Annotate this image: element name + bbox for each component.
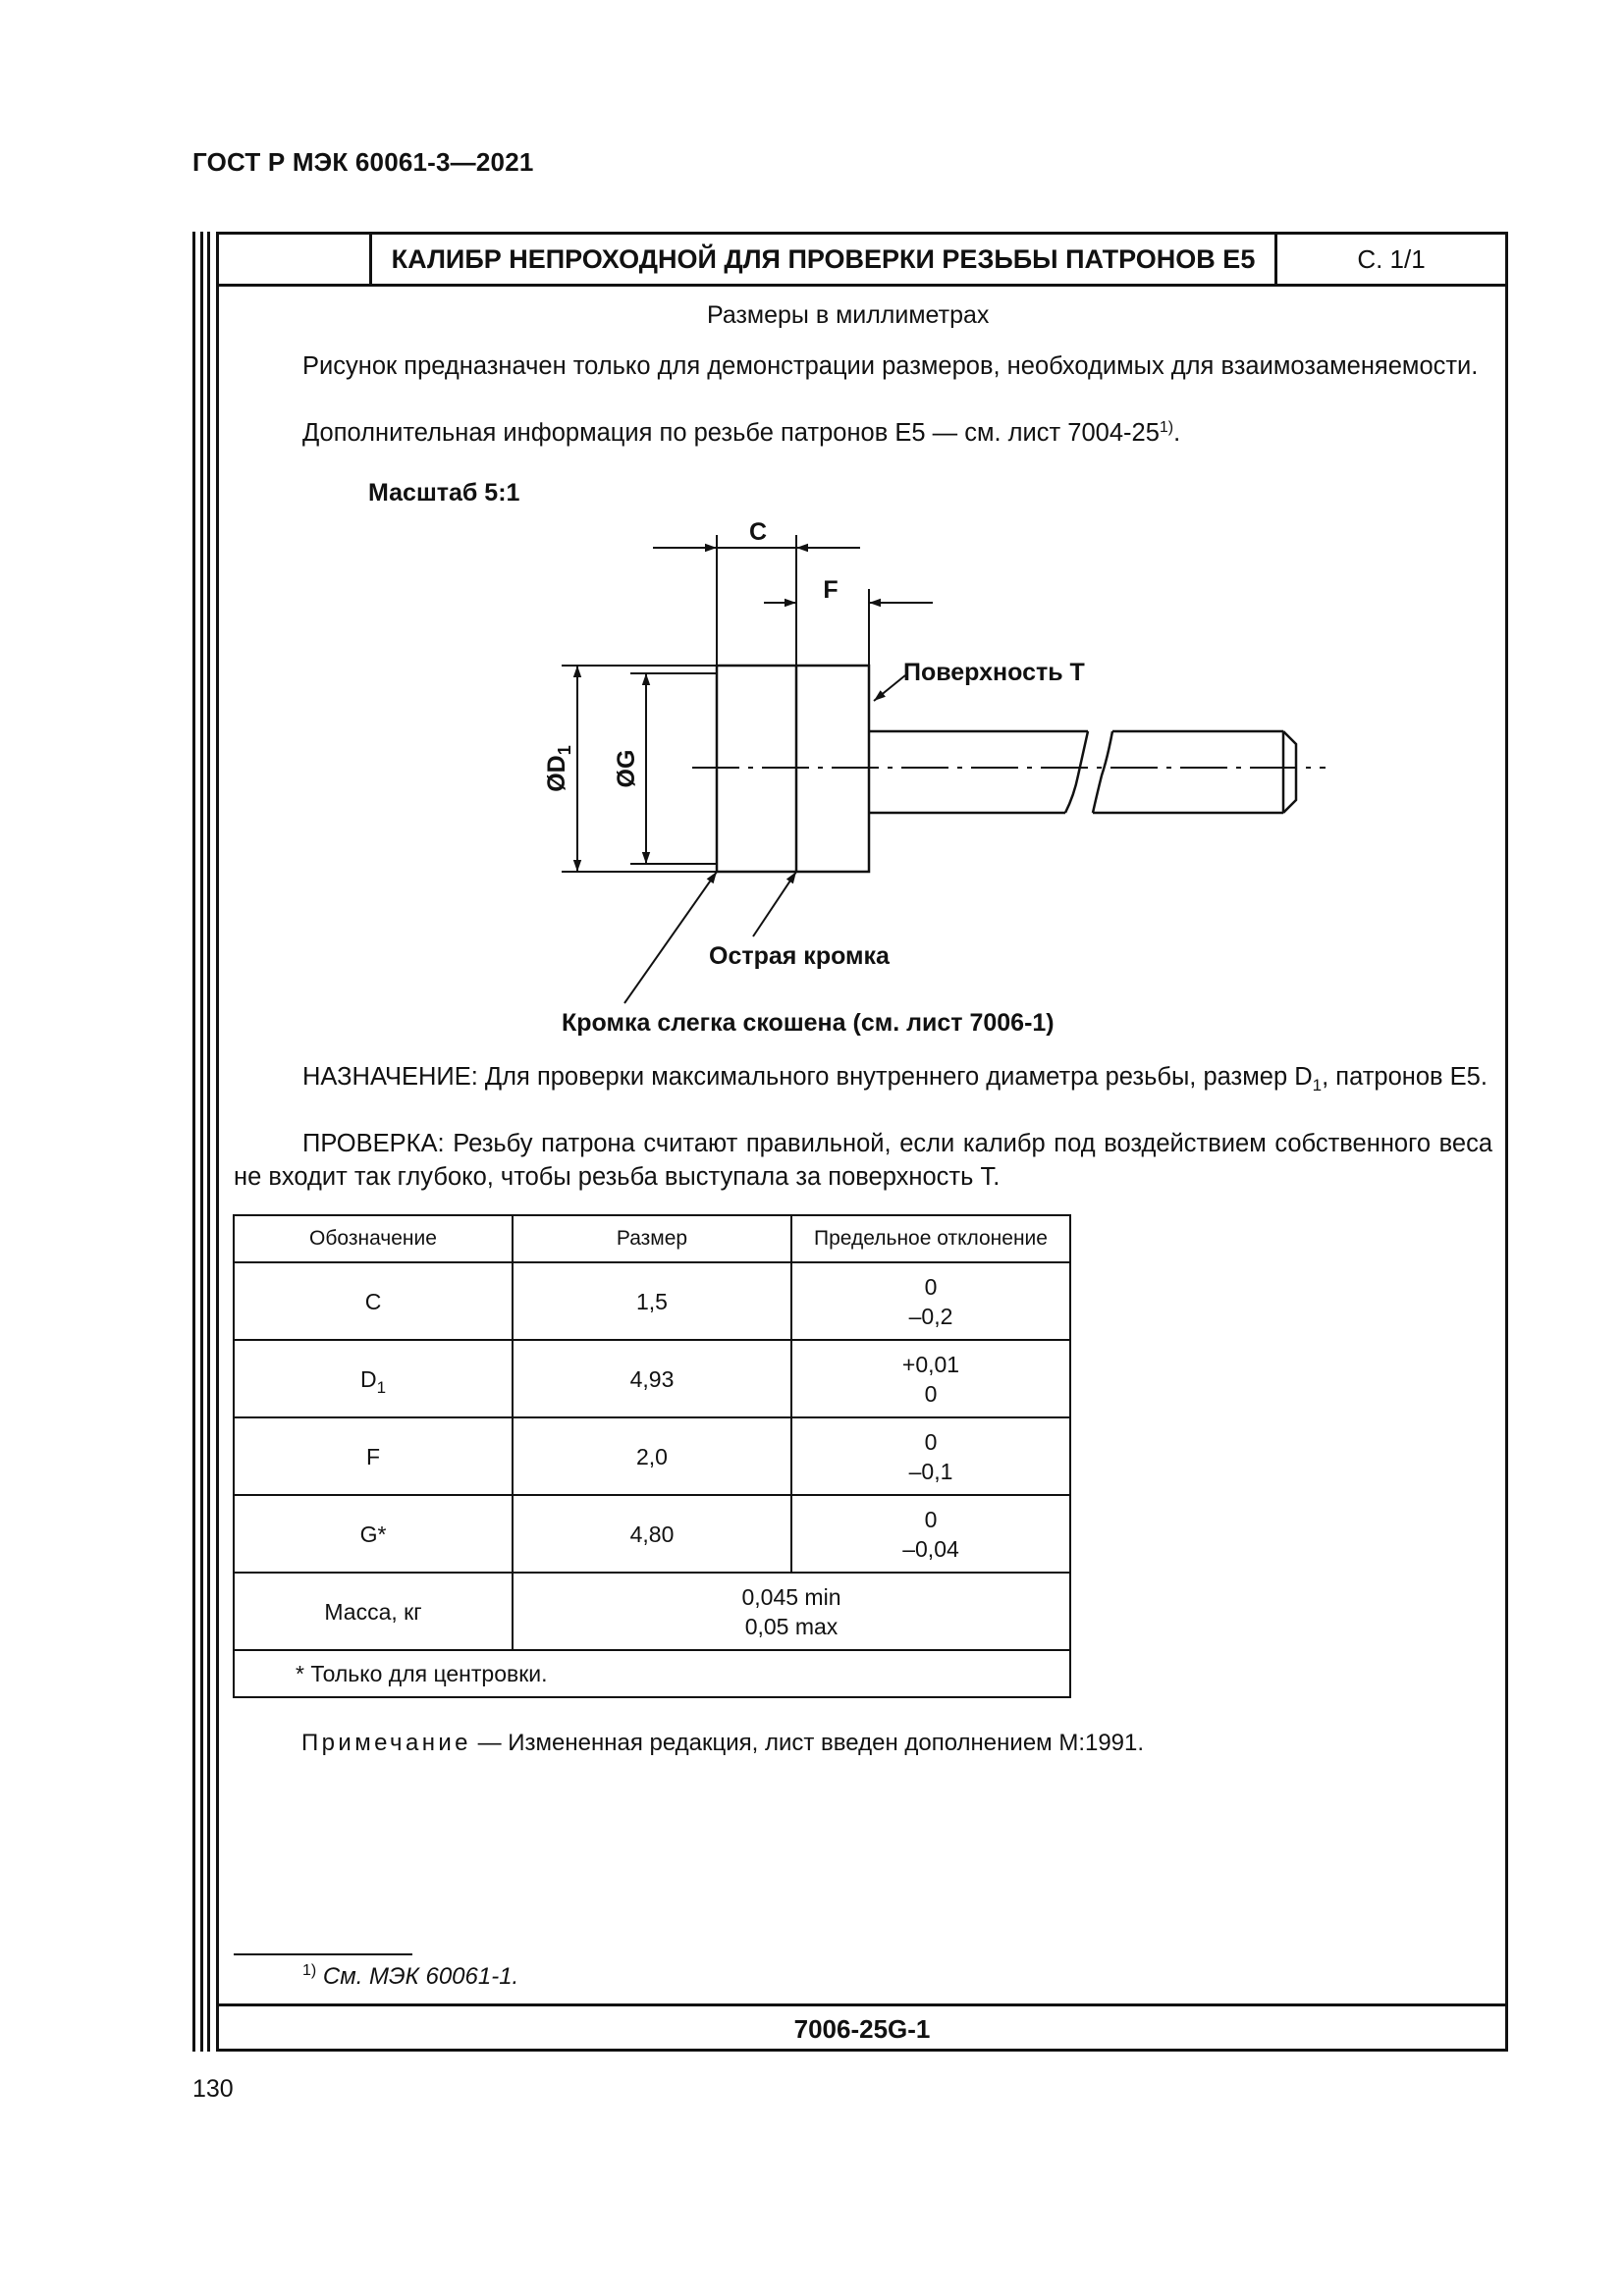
cell-size: 2,0 xyxy=(513,1417,791,1495)
table-footnote-row xyxy=(234,1650,1070,1697)
dimensions-table xyxy=(233,1214,1071,1698)
dimension-d1-sub: 1 xyxy=(555,745,574,756)
cell-deviation xyxy=(791,1495,1070,1573)
symbol-text: F xyxy=(365,1443,381,1469)
scale-label: Масштаб 5:1 xyxy=(368,479,520,507)
footnote-separator xyxy=(234,1953,412,1955)
shaft-break-right xyxy=(1093,731,1112,813)
purpose-text-end: , патронов Е5. xyxy=(1322,1063,1488,1091)
footnote-text: См. МЭК 60061-1. xyxy=(316,1963,519,1990)
purpose-paragraph xyxy=(234,1060,1492,1094)
deviation-upper: 0 xyxy=(924,1428,938,1455)
symbol-text: G* xyxy=(359,1521,387,1547)
symbol-text: D xyxy=(359,1365,377,1392)
symbol-subscript: 1 xyxy=(376,1377,387,1397)
deviation-lower: –0,04 xyxy=(902,1535,959,1562)
cell-symbol xyxy=(234,1417,513,1495)
sharp-edge-label: Острая кромка xyxy=(709,942,890,970)
header-size: Размер xyxy=(513,1215,791,1262)
chamfered-edge-label: Кромка слегка скошена (см. лист 7006-1) xyxy=(562,1009,1055,1037)
check-text: ПРОВЕРКА: Резьбу патрона считают правильной, если калибр под воздействием собственного веса не входит так глубоко, чтобы резьба выступала за поверхность T. xyxy=(234,1130,1492,1191)
note-label: Примечание xyxy=(301,1730,471,1756)
sheet-code-row xyxy=(219,2003,1505,2052)
deviation-lower: 0 xyxy=(924,1380,938,1407)
document-header: ГОСТ Р МЭК 60061-3—2021 xyxy=(192,147,534,177)
surface-t-label: Поверхность T xyxy=(903,659,1085,686)
deviation-lower: –0,1 xyxy=(908,1458,953,1484)
footnote xyxy=(302,1963,518,1991)
technical-drawing xyxy=(0,0,1624,1060)
cell-deviation xyxy=(791,1340,1070,1417)
dimension-d1-prefix: ØD xyxy=(543,755,570,792)
cell-deviation xyxy=(791,1262,1070,1340)
cell-deviation xyxy=(791,1417,1070,1495)
table-mass-row xyxy=(234,1573,1070,1650)
intro-text-1: Рисунок предназначен только для демонстрации размеров, необходимых для взаимозаменяемости. xyxy=(302,352,1479,380)
table-footnote: * Только для центровки. xyxy=(234,1650,1070,1697)
note-text: — Измененная редакция, лист введен дополнением М:1991. xyxy=(470,1730,1145,1756)
header-deviation: Предельное отклонение xyxy=(791,1215,1070,1262)
deviation-upper: +0,01 xyxy=(901,1351,960,1377)
deviation-lower: –0,2 xyxy=(908,1303,953,1329)
dimension-f-label: F xyxy=(823,576,839,604)
shaft-chamfer-end xyxy=(1283,731,1296,813)
dimension-g-label: ØG xyxy=(613,749,640,788)
shaft-break-left xyxy=(1065,731,1088,813)
dimension-c-label: C xyxy=(748,518,768,546)
cell-mass-label: Масса, кг xyxy=(234,1573,513,1650)
mass-min: 0,045 min xyxy=(741,1583,841,1610)
cell-size: 4,80 xyxy=(513,1495,791,1573)
sheet-title: КАЛИБР НЕПРОХОДНОЙ ДЛЯ ПРОВЕРКИ РЕЗЬБЫ ПАТРОНОВ Е5 xyxy=(372,235,1277,284)
cell-size: 1,5 xyxy=(513,1262,791,1340)
cell-symbol xyxy=(234,1495,513,1573)
check-paragraph xyxy=(234,1127,1492,1194)
table-row xyxy=(234,1417,1070,1495)
table-row xyxy=(234,1262,1070,1340)
cell-size: 4,93 xyxy=(513,1340,791,1417)
table-row xyxy=(234,1495,1070,1573)
sheet-code: 7006-25G-1 xyxy=(793,2013,931,2044)
deviation-upper: 0 xyxy=(924,1506,938,1532)
table-row xyxy=(234,1340,1070,1417)
table-header-row xyxy=(234,1215,1070,1262)
deviation-upper: 0 xyxy=(924,1273,938,1300)
dimension-d1-label xyxy=(543,745,574,792)
sheet-number: С. 1/1 xyxy=(1357,243,1426,274)
mass-max: 0,05 max xyxy=(744,1613,839,1639)
cell-symbol xyxy=(234,1262,513,1340)
intro-text-2: Дополнительная информация по резьбе патронов Е5 — см. лист 7004-25 xyxy=(302,419,1160,447)
footnote-mark: 1) xyxy=(302,1962,317,1979)
page-number: 130 xyxy=(192,2075,234,2103)
cell-symbol xyxy=(234,1340,513,1417)
cell-mass-value xyxy=(513,1573,1070,1650)
purpose-subscript: 1 xyxy=(1312,1076,1323,1095)
intro-text-2-end: . xyxy=(1173,419,1181,447)
purpose-text: НАЗНАЧЕНИЕ: Для проверки максимального внутреннего диаметра резьбы, размер D xyxy=(302,1063,1313,1091)
note xyxy=(301,1730,1144,1757)
symbol-text: C xyxy=(364,1288,382,1314)
units-caption: Размеры в миллиметрах xyxy=(707,301,990,329)
footnote-ref[interactable]: 1) xyxy=(1159,419,1174,436)
header-symbol: Обозначение xyxy=(234,1215,513,1262)
